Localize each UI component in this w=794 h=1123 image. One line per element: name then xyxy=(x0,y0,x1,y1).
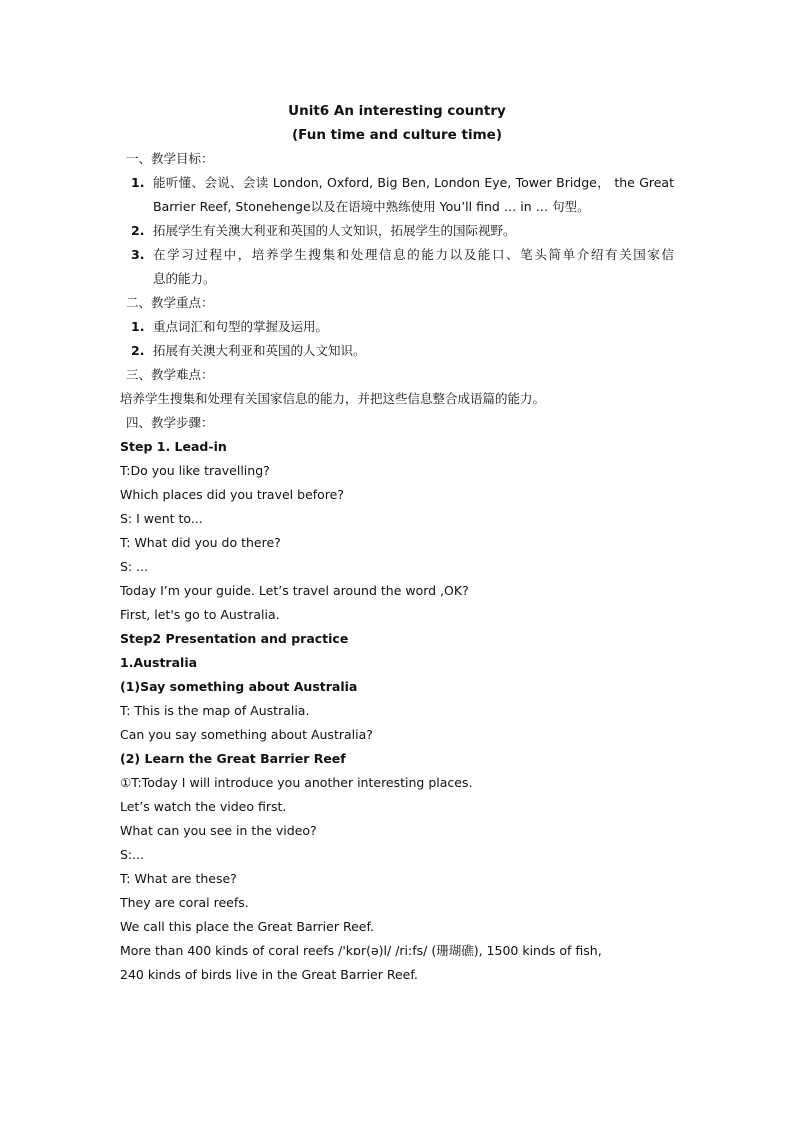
document-subtitle: (Fun time and culture time) xyxy=(291,127,503,143)
body-line-10: 1.Australia xyxy=(120,655,198,670)
objective-2-number: 2. xyxy=(131,223,145,238)
difficulties-text: 培养学生搜集和处理有关国家信息的能力，并把这些信息整合成语篇的能力。 xyxy=(120,391,546,406)
objectives-heading: 一、教学目标： xyxy=(126,151,214,166)
body-line-5: T: What did you do there? xyxy=(120,535,281,550)
objective-1-line2: Barrier Reef, Stonehenge以及在语境中熟练使用 You’ll find … in … 句型。 xyxy=(153,199,590,214)
body-line-12: T: This is the map of Australia. xyxy=(120,703,310,718)
body-line-23: 240 kinds of birds live in the Great Barrier Reef. xyxy=(120,967,418,982)
body-line-18: S:... xyxy=(120,847,145,862)
body-line-7: Today I’m your guide. Let’s travel around the word ,OK? xyxy=(120,583,469,598)
key-point-1-text: 重点词汇和句型的掌握及运用。 xyxy=(153,319,329,334)
body-line-22: More than 400 kinds of coral reefs /'kɒr(ə)l/ /ri:fs/ (珊瑚礁), 1500 kinds of fish, xyxy=(120,943,602,958)
objective-3-line2: 息的能力。 xyxy=(153,271,216,286)
steps-heading: 四、教学步骤： xyxy=(126,415,214,430)
body-line-14: (2) Learn the Great Barrier Reef xyxy=(120,751,346,766)
key-point-1-number: 1. xyxy=(131,319,145,334)
objective-3-line1: 在学习过程中，培养学生搜集和处理信息的能力以及能口、笔头简单介绍有关国家信 xyxy=(153,247,674,262)
body-line-21: We call this place the Great Barrier Reef. xyxy=(120,919,374,934)
objective-3-number: 3. xyxy=(131,247,145,262)
body-line-13: Can you say something about Australia? xyxy=(120,727,373,742)
body-line-4: S: I went to... xyxy=(120,511,203,526)
body-line-2: T:Do you like travelling? xyxy=(120,463,270,478)
body-line-11: (1)Say something about Australia xyxy=(120,679,358,694)
objective-1-line1: 能听懂、会说、会读 London, Oxford, Big Ben, London Eye, Tower Bridge， the Great xyxy=(153,175,674,190)
body-line-16: Let’s watch the video first. xyxy=(120,799,287,814)
objective-2-line1: 拓展学生有关澳大利亚和英国的人文知识，拓展学生的国际视野。 xyxy=(153,223,516,238)
body-line-17: What can you see in the video? xyxy=(120,823,317,838)
body-line-1: Step 1. Lead-in xyxy=(120,439,227,454)
body-line-20: They are coral reefs. xyxy=(120,895,249,910)
body-line-8: First, let's go to Australia. xyxy=(120,607,280,622)
key-points-heading: 二、教学重点： xyxy=(126,295,214,310)
body-line-19: T: What are these? xyxy=(120,871,237,886)
body-line-15: ①T:Today I will introduce you another interesting places. xyxy=(120,775,473,790)
document-title: Unit6 An interesting country xyxy=(288,103,506,119)
difficulties-heading: 三、教学难点： xyxy=(126,367,214,382)
key-point-2-text: 拓展有关澳大利亚和英国的人文知识。 xyxy=(153,343,366,358)
key-point-2-number: 2. xyxy=(131,343,145,358)
objective-1-number: 1. xyxy=(131,175,145,190)
body-line-9: Step2 Presentation and practice xyxy=(120,631,349,646)
body-line-3: Which places did you travel before? xyxy=(120,487,344,502)
body-line-6: S: ... xyxy=(120,559,149,574)
